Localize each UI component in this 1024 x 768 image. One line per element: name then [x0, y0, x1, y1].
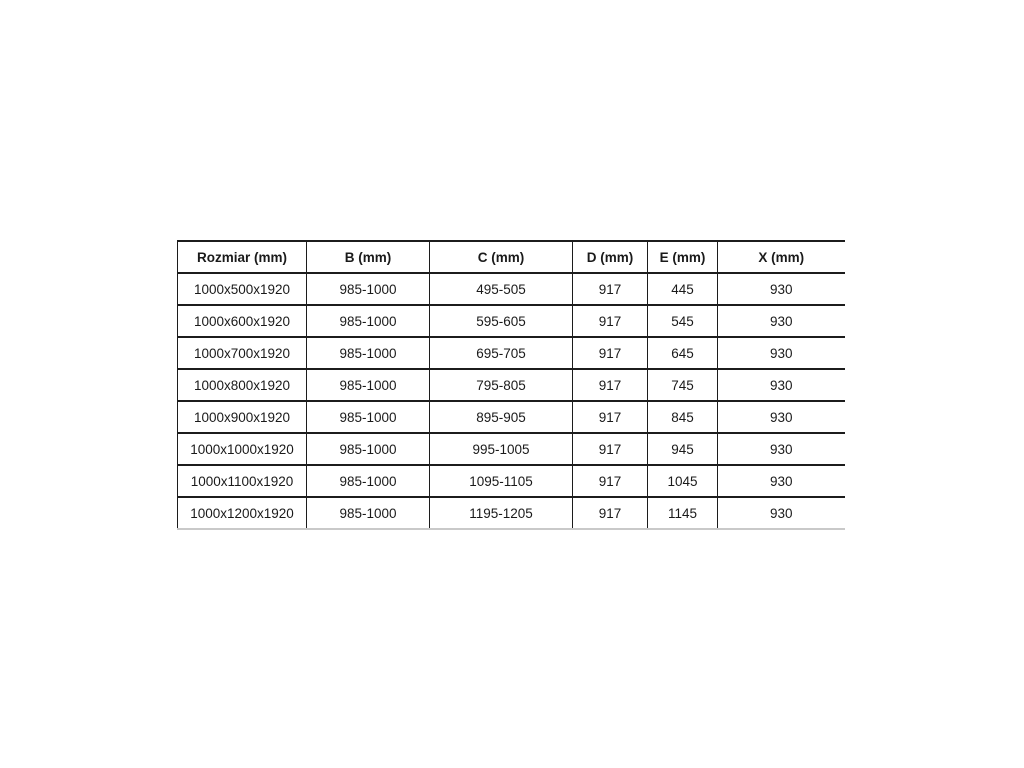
- table-row: [178, 465, 845, 497]
- table-row: [178, 401, 845, 433]
- table-cell: 1045: [648, 465, 718, 497]
- table-cell: 1000x700x1920: [178, 337, 307, 369]
- table-cell: 930: [718, 497, 845, 529]
- table-cell: 917: [573, 369, 648, 401]
- table-cell: 845: [648, 401, 718, 433]
- table-cell: 985-1000: [307, 401, 430, 433]
- table-cell: 1000x900x1920: [178, 401, 307, 433]
- table-row: [178, 369, 845, 401]
- table-cell: 930: [718, 369, 845, 401]
- table-cell: 930: [718, 273, 845, 305]
- column-header-x: X (mm): [718, 241, 845, 273]
- table-cell: 695-705: [430, 337, 573, 369]
- table-cell: 917: [573, 337, 648, 369]
- column-header-c: C (mm): [430, 241, 573, 273]
- table-cell: 945: [648, 433, 718, 465]
- table-cell: 495-505: [430, 273, 573, 305]
- table-cell: 930: [718, 305, 845, 337]
- table-row: [178, 497, 845, 529]
- table-row: [178, 273, 845, 305]
- table-cell: 795-805: [430, 369, 573, 401]
- table-cell: 917: [573, 401, 648, 433]
- table-cell: 985-1000: [307, 305, 430, 337]
- table-cell: 985-1000: [307, 337, 430, 369]
- column-header-d: D (mm): [573, 241, 648, 273]
- table-cell: 985-1000: [307, 369, 430, 401]
- table-cell: 1000x500x1920: [178, 273, 307, 305]
- table-cell: 917: [573, 273, 648, 305]
- table-cell: 930: [718, 465, 845, 497]
- table-row: [178, 305, 845, 337]
- table-cell: 445: [648, 273, 718, 305]
- dimensions-table: [177, 240, 845, 530]
- table-cell: 985-1000: [307, 465, 430, 497]
- table-cell: 545: [648, 305, 718, 337]
- table-cell: 930: [718, 433, 845, 465]
- table-cell: 917: [573, 497, 648, 529]
- table-cell: 895-905: [430, 401, 573, 433]
- table-cell: 745: [648, 369, 718, 401]
- table-cell: 1000x1100x1920: [178, 465, 307, 497]
- table-cell: 1145: [648, 497, 718, 529]
- column-header-b: B (mm): [307, 241, 430, 273]
- table-cell: 1000x800x1920: [178, 369, 307, 401]
- table-cell: 917: [573, 465, 648, 497]
- table-cell: 985-1000: [307, 433, 430, 465]
- table-cell: 1000x1000x1920: [178, 433, 307, 465]
- table-cell: 917: [573, 433, 648, 465]
- table-cell: 1195-1205: [430, 497, 573, 529]
- table-cell: 645: [648, 337, 718, 369]
- table-cell: 985-1000: [307, 497, 430, 529]
- table-cell: 1095-1105: [430, 465, 573, 497]
- header-row: [178, 241, 845, 273]
- table-cell: 1000x1200x1920: [178, 497, 307, 529]
- table-cell: 595-605: [430, 305, 573, 337]
- table-row: [178, 433, 845, 465]
- column-header-e: E (mm): [648, 241, 718, 273]
- table-cell: 1000x600x1920: [178, 305, 307, 337]
- table-cell: 930: [718, 401, 845, 433]
- table-cell: 930: [718, 337, 845, 369]
- table-row: [178, 337, 845, 369]
- column-header-rozmiar: Rozmiar (mm): [178, 241, 307, 273]
- table-cell: 917: [573, 305, 648, 337]
- table-cell: 995-1005: [430, 433, 573, 465]
- table-cell: 985-1000: [307, 273, 430, 305]
